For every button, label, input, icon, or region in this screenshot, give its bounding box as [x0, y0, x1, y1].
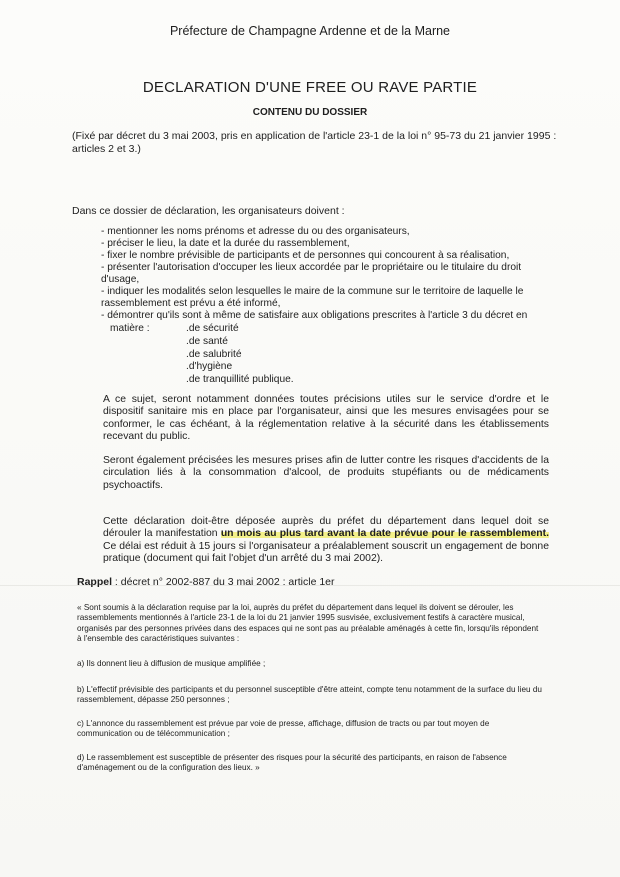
- document-subtitle: CONTENU DU DOSSIER: [252, 107, 368, 118]
- quote-item-c: c) L'annonce du rassemblement est prévue par voie de presse, affichage, diffusion de tracts ou par tout moyen de communication ou de télécommunication ;: [77, 719, 490, 739]
- list-item: - fixer le nombre prévisible de participants et de personnes qui concourent à sa réalisation,: [101, 250, 510, 261]
- list-item: - présenter l'autorisation d'occuper les lieux accordée par le propriétaire ou le titulaire du droit d'usage,: [101, 262, 522, 285]
- list-item: - mentionner les noms prénoms et adresse du ou des organisateurs,: [101, 226, 410, 237]
- rappel-line: [77, 576, 557, 588]
- highlighted-deadline: un mois au plus tard avant la date prévue pour le rassemblement.: [220, 528, 549, 540]
- obligations-list: [101, 226, 551, 322]
- matiere-label: matière :: [110, 323, 150, 334]
- list-item: .de santé: [186, 335, 228, 347]
- quote-item-b: b) L'effectif prévisible des participants et du personnel susceptible d'être atteint, compte tenu notamment de la surface du lieu du rassemblement, dépasse 250 personnes ;: [77, 685, 542, 705]
- list-item: - préciser le lieu, la date et la durée du rassemblement,: [101, 238, 350, 249]
- list-item: - indiquer les modalités selon lesquelles le maire de la commune sur le territoire de laquelle le rassemblement est prévu a été informé,: [101, 286, 524, 309]
- prefecture-header: Préfecture de Champagne Ardenne et de la Marne: [169, 24, 451, 38]
- quote-item-d: d) Le rassemblement est susceptible de présenter des risques pour la sécurité des participants, en raison de l'absence d'aménagement ou de la configuration des lieux. »: [77, 753, 507, 773]
- rappel-text: : décret n° 2002-887 du 3 mai 2002 : article 1er: [112, 576, 335, 588]
- intro-text: Dans ce dossier de déclaration, les organisateurs doivent :: [72, 205, 345, 217]
- quote-item-a: a) Ils donnent lieu à diffusion de musique amplifiée ;: [77, 659, 266, 668]
- decree-reference: (Fixé par décret du 3 mai 2003, pris en application de l'article 23-1 de la loi n° 95-73 du 21 janvier 1995 : articles 2 et 3.): [72, 130, 557, 155]
- delai-text-before: Cette déclaration doit-être déposée auprès du préfet du département dans lequel doit se dérouler la manifestation: [103, 516, 549, 540]
- list-item: .de salubrité: [186, 348, 242, 360]
- list-item: .de tranquillité publique.: [186, 374, 294, 386]
- list-item: - démontrer qu'ils sont à même de satisfaire aux obligations prescrites à l'article 3 du décret en: [101, 310, 528, 321]
- paragraph-service-ordre: A ce sujet, seront notamment données toutes précisions utiles sur le service d'ordre et le dispositif sanitaire mis en place par l'organisateur, ainsi que les mesures envisagées pour se conformer, le cas échéant, à la réglementation relative à la sécurité dans les établissements recevant du public.: [103, 394, 549, 442]
- paragraph-risques-circulation: Seront également précisées les mesures prises afin de lutter contre les risques d'accidents de la circulation liés à la consommation d'alcool, de produits stupéfiants ou de médicaments psychoactifs.: [103, 455, 549, 491]
- document-title: DECLARATION D'UNE FREE OU RAVE PARTIE: [142, 79, 478, 96]
- paragraph-delai-depot: [103, 516, 549, 565]
- matiere-list: [186, 323, 294, 387]
- quote-intro: « Sont soumis à la déclaration requise par la loi, auprès du préfet du département dans lequel ils doivent se dérouler, les rassemblements mentionnés à l'article 23-1 de la loi du 21 janvier 1995 susvisée, exclusivement festifs à caractère musical, organisés par des personnes privées dans des espaces qui ne sont pas au préalable aménagés à cette fin, lorsqu'ils répondent à l'ensemble des caractéristiques suivantes :: [77, 603, 539, 644]
- list-item: .de sécurité: [186, 323, 239, 334]
- rappel-label: Rappel: [77, 576, 113, 588]
- delai-text-after: Ce délai est réduit à 15 jours si l'organisateur a préalablement souscrit un engagement de bonne pratique (document qui fait l'objet d'un arrêté du 3 mai 2002).: [103, 540, 549, 564]
- list-item: .d'hygiène: [186, 361, 233, 373]
